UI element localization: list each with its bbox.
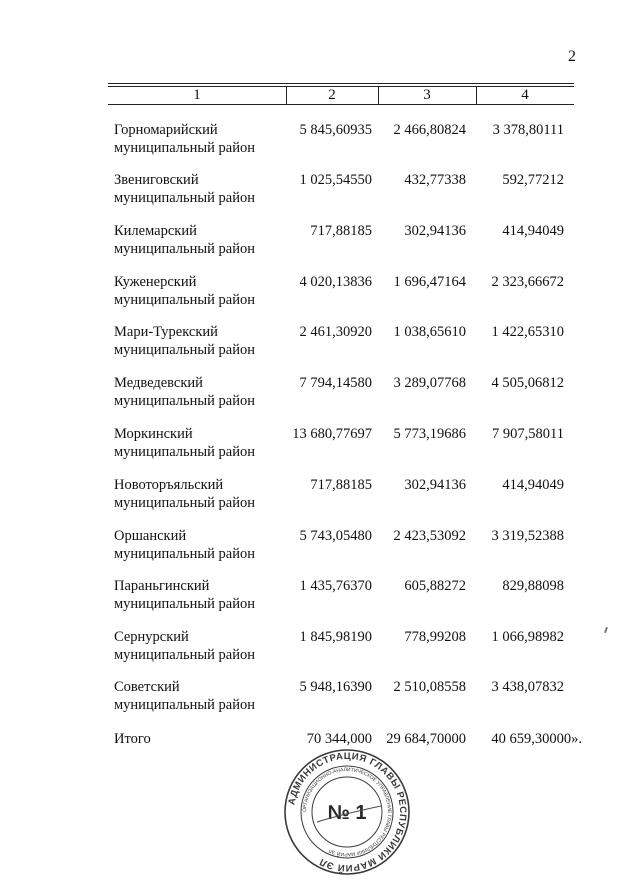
cell-col4: 414,94049: [502, 223, 564, 239]
table-row: [0, 425, 640, 475]
cell-col3: 778,99208: [404, 629, 466, 645]
district-name: Медведевский муниципальный район: [114, 375, 255, 409]
cell-col3: 1 038,65610: [393, 324, 466, 340]
district-name: Мари-Турекский муниципальный район: [114, 324, 255, 358]
district-name: Советский муниципальный район: [114, 679, 255, 713]
table-row: [0, 678, 640, 728]
cell-col4: 414,94049: [502, 477, 564, 493]
column-header-3: 3: [423, 87, 431, 103]
cell-col3: 3 289,07768: [393, 375, 466, 391]
cell-col3: 302,94136: [404, 477, 466, 493]
seal-inner-text: ОРГАНИЗАЦИОННО-АНАЛИТИЧЕСКОЕ УПРАВЛЕНИЕ ГЛАВЫ РЕСПУБЛИКИ МАРИЙ ЭЛ: [301, 766, 393, 858]
cell-col3: 5 773,19686: [393, 426, 466, 442]
table-header-rule: [108, 104, 574, 105]
district-name: Сернурский муниципальный район: [114, 629, 255, 663]
cell-col2: 2 461,30920: [299, 324, 372, 340]
cell-col3: 1 696,47164: [393, 274, 466, 290]
cell-col3: 605,88272: [404, 578, 466, 594]
cell-col2: 5 948,16390: [299, 679, 372, 695]
table-row: [0, 273, 640, 323]
district-name: Звениговский муниципальный район: [114, 172, 255, 206]
cell-col2: 1 435,76370: [299, 578, 372, 594]
cell-col4: 3 319,52388: [491, 528, 564, 544]
cell-col2: 1 845,98190: [299, 629, 372, 645]
cell-col2: 717,88185: [310, 223, 372, 239]
table-row: [0, 222, 640, 272]
district-name: Килемарский муниципальный район: [114, 223, 255, 257]
cell-col2: 7 794,14580: [299, 375, 372, 391]
column-header-1: 1: [193, 87, 201, 103]
seal-number: № 1: [327, 802, 367, 824]
seal-outer-text: АДМИНИСТРАЦИЯ ГЛАВЫ РЕСПУБЛИКИ МАРИЙ ЭЛ: [286, 750, 409, 874]
district-name: Новоторъяльский муниципальный район: [114, 477, 255, 511]
cell-col3: 2 466,80824: [393, 122, 466, 138]
cell-col2: 13 680,77697: [292, 426, 372, 442]
table-row: [0, 171, 640, 221]
cell-col3: 432,77338: [404, 172, 466, 188]
district-name: Оршанский муниципальный район: [114, 528, 255, 562]
total-col3: 29 684,70000: [386, 731, 466, 747]
cell-col2: 1 025,54550: [299, 172, 372, 188]
total-col4: 40 659,30000».: [491, 731, 582, 747]
district-name: Моркинский муниципальный район: [114, 426, 255, 460]
cell-col3: 302,94136: [404, 223, 466, 239]
cell-col4: 2 323,66672: [491, 274, 564, 290]
cell-col4: 4 505,06812: [491, 375, 564, 391]
district-name: Параньгинский муниципальный район: [114, 578, 255, 612]
total-label: Итого: [114, 731, 151, 747]
cell-col4: 7 907,58011: [492, 426, 564, 442]
page-number: 2: [568, 48, 576, 65]
cell-col2: 5 845,60935: [299, 122, 372, 138]
table-row: [0, 476, 640, 526]
column-header-4: 4: [521, 87, 529, 103]
table-row: [0, 628, 640, 678]
official-seal-icon: [283, 748, 411, 876]
cell-col2: 717,88185: [310, 477, 372, 493]
cell-col4: 3 438,07832: [491, 679, 564, 695]
cell-col3: 2 510,08558: [393, 679, 466, 695]
table-header-rule: [108, 83, 574, 84]
cell-col4: 3 378,80111: [492, 122, 564, 138]
cell-col4: 592,77212: [502, 172, 564, 188]
cell-col2: 4 020,13836: [299, 274, 372, 290]
table-row: [0, 577, 640, 627]
table-row: [0, 121, 640, 171]
cell-col2: 5 743,05480: [299, 528, 372, 544]
cell-col3: 2 423,53092: [393, 528, 466, 544]
table-row: [0, 374, 640, 424]
cell-col4: 1 422,65310: [491, 324, 564, 340]
table-row: [0, 527, 640, 577]
total-col2: 70 344,000: [306, 731, 372, 747]
district-name: Куженерский муниципальный район: [114, 274, 255, 308]
cell-col4: 829,88098: [502, 578, 564, 594]
district-name: Горномарийский муниципальный район: [114, 122, 255, 156]
cell-col4: 1 066,98982: [491, 629, 564, 645]
column-header-2: 2: [328, 87, 336, 103]
table-row: [0, 323, 640, 373]
